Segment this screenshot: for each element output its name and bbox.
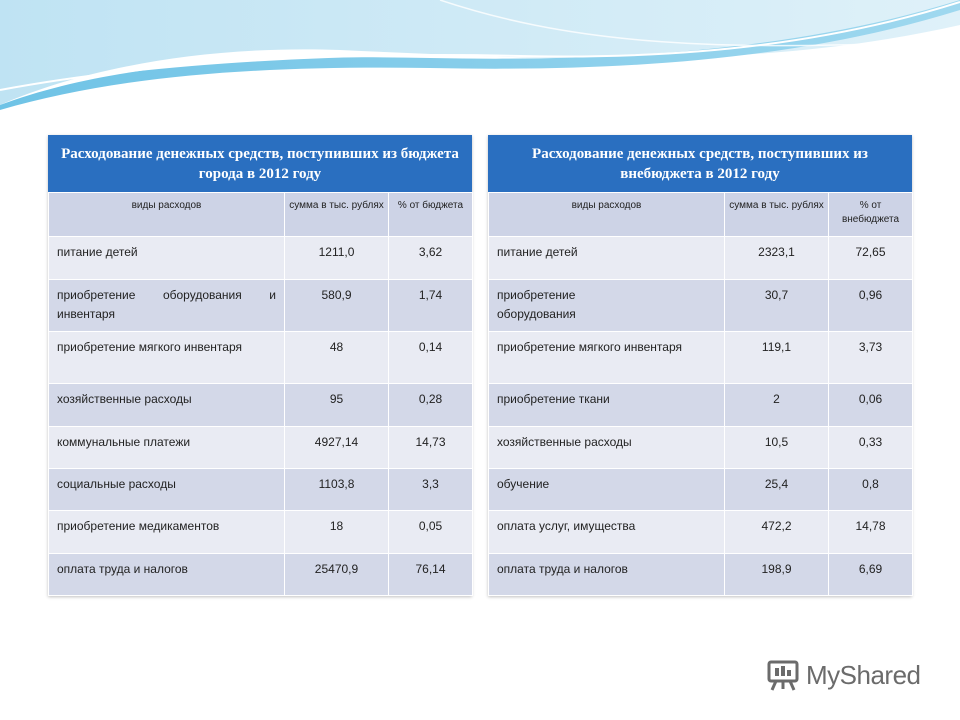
- expense-sum: 18: [285, 511, 389, 554]
- expense-sum: 472,2: [725, 511, 829, 554]
- expense-name: социальные расходы: [49, 469, 285, 511]
- expense-percent: 0,06: [829, 384, 913, 427]
- expense-percent: 76,14: [389, 554, 473, 596]
- expense-name: хозяйственные расходы: [49, 384, 285, 427]
- expense-percent: 0,33: [829, 427, 913, 469]
- expense-percent: 72,65: [829, 237, 913, 280]
- expense-name: коммунальные платежи: [49, 427, 285, 469]
- expense-sum: 48: [285, 332, 389, 384]
- expense-name: обучение: [489, 469, 725, 511]
- table-row: [49, 332, 473, 384]
- column-header-expense-type: виды расходов: [489, 193, 725, 237]
- table-row: [49, 469, 473, 511]
- table-row: [489, 280, 913, 332]
- extrabudget-table-title: Расходование денежных средств, поступивших из внебюджета в 2012 году: [488, 135, 912, 192]
- expense-sum: 1103,8: [285, 469, 389, 511]
- expense-sum: 95: [285, 384, 389, 427]
- table-row: [489, 384, 913, 427]
- expense-name: питание детей: [49, 237, 285, 280]
- expense-name: приобретение мягкого инвентаря: [489, 332, 725, 384]
- expense-percent: 6,69: [829, 554, 913, 596]
- budget-table-panel: [48, 135, 472, 596]
- logo-text: MyShared: [806, 659, 921, 690]
- table-row: [489, 511, 913, 554]
- expense-sum: 198,9: [725, 554, 829, 596]
- expense-name: оплата услуг, имущества: [489, 511, 725, 554]
- expense-sum: 2: [725, 384, 829, 427]
- expense-percent: 3,3: [389, 469, 473, 511]
- column-header-percent: % от внебюджета: [829, 193, 913, 237]
- expense-name: оплата труда и налогов: [49, 554, 285, 596]
- extrabudget-table-panel: [488, 135, 912, 596]
- expense-percent: 14,73: [389, 427, 473, 469]
- table-row: [49, 554, 473, 596]
- expense-name: приобретение оборудования и инвентаря: [49, 280, 285, 332]
- expense-sum: 30,7: [725, 280, 829, 332]
- table-row: [489, 554, 913, 596]
- expense-percent: 3,62: [389, 237, 473, 280]
- column-header-sum: сумма в тыс. рублях: [725, 193, 829, 237]
- expense-sum: 10,5: [725, 427, 829, 469]
- expense-sum: 119,1: [725, 332, 829, 384]
- table-row: [489, 469, 913, 511]
- table-row: [489, 427, 913, 469]
- expense-percent: 0,14: [389, 332, 473, 384]
- column-header-expense-type: виды расходов: [49, 193, 285, 237]
- expense-percent: 0,05: [389, 511, 473, 554]
- expense-percent: 0,8: [829, 469, 913, 511]
- expense-percent: 14,78: [829, 511, 913, 554]
- expense-sum: 4927,14: [285, 427, 389, 469]
- budget-table-title: Расходование денежных средств, поступивших из бюджета города в 2012 году: [48, 135, 472, 192]
- expense-percent: 0,96: [829, 280, 913, 332]
- table-row: [489, 237, 913, 280]
- presentation-board-icon: [766, 658, 800, 692]
- column-header-percent: % от бюджета: [389, 193, 473, 237]
- extrabudget-table: [488, 192, 913, 596]
- expense-name: приобретение мягкого инвентаря: [49, 332, 285, 384]
- decorative-waves: [0, 0, 960, 140]
- expense-percent: 1,74: [389, 280, 473, 332]
- table-row: [49, 280, 473, 332]
- expense-name: приобретение оборудования: [489, 280, 725, 332]
- expense-percent: 3,73: [829, 332, 913, 384]
- table-row: [49, 237, 473, 280]
- budget-table: [48, 192, 473, 596]
- table-row: [489, 332, 913, 384]
- expense-name: приобретение медикаментов: [49, 511, 285, 554]
- column-header-sum: сумма в тыс. рублях: [285, 193, 389, 237]
- expense-percent: 0,28: [389, 384, 473, 427]
- expense-name: питание детей: [489, 237, 725, 280]
- expense-name: хозяйственные расходы: [489, 427, 725, 469]
- myshared-logo[interactable]: [766, 655, 921, 695]
- expense-sum: 25470,9: [285, 554, 389, 596]
- expense-name: приобретение ткани: [489, 384, 725, 427]
- table-row: [49, 384, 473, 427]
- expense-sum: 2323,1: [725, 237, 829, 280]
- expense-name: оплата труда и налогов: [489, 554, 725, 596]
- expense-sum: 580,9: [285, 280, 389, 332]
- expense-sum: 25,4: [725, 469, 829, 511]
- expense-sum: 1211,0: [285, 237, 389, 280]
- table-row: [49, 511, 473, 554]
- table-row: [49, 427, 473, 469]
